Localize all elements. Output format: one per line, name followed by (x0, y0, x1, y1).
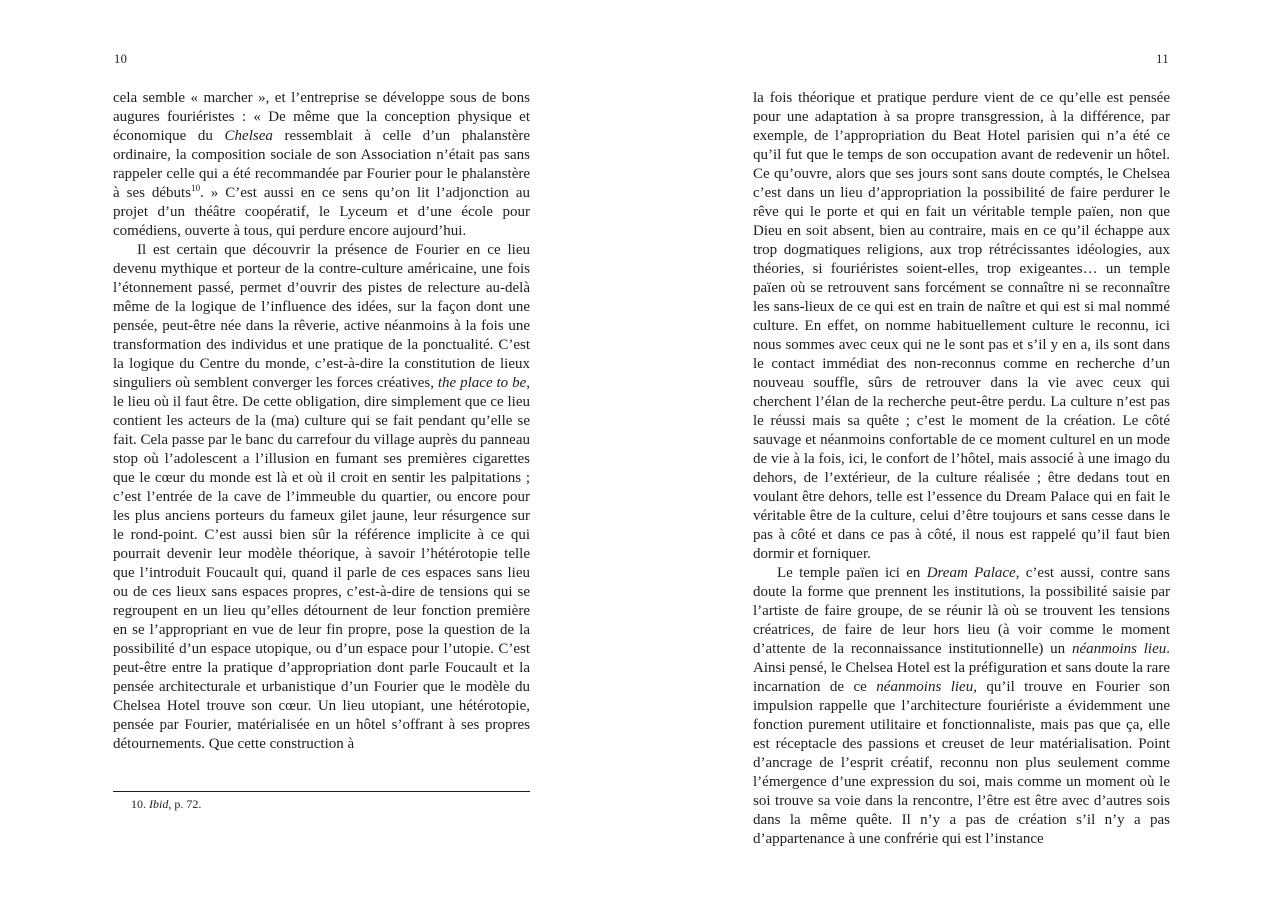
text-run: ressemblait à celle d’un phalanstère ordinaire, la composition sociale de son Association n’était pas sans rappeler celle qui a été recommandée par Fourier pour le phalanstère à ses débuts (113, 128, 531, 201)
text-run: la fois théorique et pratique perdure vient de ce qu’elle est pensée pour une adaptation à sa propre transgression, à la différence, par exemple, de l’appropriation du Beat Hotel parisien qui n’a été ce qu’il fut que le temps de son occupation avant de redevenir un hôtel. Ce qu’ouvre, alors que ses jours sont sans doute comptés, le Chelsea c’est dans un lieu d’appropriation la possibilité de faire perdurer le rêve qui le porte et qui en fait un véritable temple païen, non que Dieu en soit absent, bien au contraire, mais en ce qu’il échappe aux trop dogmatiques religions, aux trop rétrécissantes idéologies, aux théories, si fouriéristes soient-elles, trop exigeantes… un temple païen où se retrouvent sans forcément se connaître ni se reconnaître les sans-lieux de ce qui est en train de naître et qui est si mal nommé culture. En effet, on nomme habituellement culture le reconnu, ici nous sommes avec ceux qui ne le sont pas et s’il y en a, ils sont dans le contact immédiat des non-reconnus comme en recherche d’un nouveau souffle, sûrs de retrouver dans la vie avec ceux qui cherchent l’élan de la recherche peut-être perdu. La culture n’est pas le réussi mais sa quête ; c’est le moment de la création. Le côté sauvage et néanmoins confortable de ce moment culturel en un mode de vie à la fois, ici, le confort de l’hôtel, mais associé à une imago du dehors, de l’extérieur, de la culture réalisée ; être dedans tout en voulant être dehors, telle est l’essence du Dream Palace qui en fait le véritable être de la culture, celui d’être toujours et sans cesse dans le pas à côté et dans ce pas à côté, il nous est rappelé qu’il faut bien dormir et forniquer. (753, 90, 1170, 562)
paragraph (753, 89, 1170, 564)
text-run: cela semble « marcher », et l’entreprise se développe sous de bons augures fouriéristes : « De même que la conception physique et économique du (113, 90, 530, 144)
text-run: néanmoins lieu, (876, 679, 977, 695)
text-run: , c’est aussi, contre sans doute la forme que prennent les institutions, la possibilité saisie par l’artiste de faire groupe, de se réunir là où se trouvent les tensions créatrices, de faire de leur hors lieu (à voir comme le moment d’attente de la reconnaissance institutionnelle) un (753, 565, 1170, 657)
text-run: Ibid (149, 797, 169, 811)
text-run: qu’il trouve en Fourier son impulsion rappelle que l’architecture fouriériste a évidemment une fonction purement utilitaire et fonctionnaliste, mais pas que ça, elle est réceptacle des passions et creuset de leur matérialisation. Point d’ancrage de l’esprit créatif, reconnu non plus seulement comme l’émergence d’une expression du soi, mais comme un moment où le soi trouve sa voie dans la rencontre, l’être est être avec d’autres sois dans la même quête. Il n’y a pas de création s’il n’y a pas d’appartenance à une confrérie qui est l’instance (753, 679, 1170, 847)
footnote-rule (113, 791, 530, 792)
text-run: Il est certain que découvrir la présence de Fourier en ce lieu devenu mythique et porteur de la contre-culture américaine, une fois l’étonnement passé, permet d’ouvrir des pistes de relecture au-delà même de la logique de l’influence des idées, sur la façon dont une pensée, peut-être née dans la rêverie, active néanmoins à la fois une transformation des individus et une pratique de la ponctualité. C’est la logique du Centre du monde, c’est-à-dire la constitution de lieux singuliers où semblent converger les forces créatives, (113, 242, 530, 391)
footnote (113, 797, 530, 812)
text-run: the place to be (437, 375, 527, 391)
page-number-right: 11 (1156, 52, 1169, 66)
text-run: . Ainsi pensé, le Chelsea Hotel est la préfiguration et sans doute la rare incarnation de ce (753, 641, 1170, 695)
footnote-reference: 10 (191, 183, 201, 193)
text-run: Dream Palace (926, 565, 1016, 581)
text-run: Chelsea (224, 128, 273, 144)
text-run: , p. 72. (168, 797, 202, 811)
text-run: . » C’est aussi en ce sens qu’on lit l’adjonction au projet d’un théâtre coopératif, le Lyceum et d’une école pour comédiens, ouverte à tous, qui perdure encore aujourd’hui. (113, 185, 531, 239)
text-run: Le temple païen ici en (777, 565, 927, 581)
paragraph (753, 564, 1170, 849)
left-page-text-column (113, 89, 530, 754)
page-number-left: 10 (114, 52, 128, 66)
right-page-text-column (753, 89, 1170, 849)
paragraph (113, 89, 530, 241)
text-run: néanmoins lieu (1071, 641, 1167, 657)
text-run: 10. (131, 797, 149, 811)
paragraph (113, 241, 530, 754)
footnote-area (113, 791, 530, 812)
text-run: , le lieu où il faut être. De cette obligation, dire simplement que ce lieu contient les acteurs de la (ma) culture qui se fait pendant qu’elle se fait. Cela passe par le banc du carrefour du village auprès du panneau stop où l’adolescent a l’illusion en fumant ses premières cigarettes que le cœur du monde est là et où il croit en sentir les palpitations ; c’est l’entrée de la cave de l’immeuble du quartier, ou encore pour les plus anciens porteurs du fameux gilet jaune, leur résurgence sur le rond-point. C’est aussi bien sûr la référence implicite à ce qui pourrait devenir leur modèle théorique, à savoir l’hétérotopie telle que l’introduit Foucault qui, quand il parle de ces espaces sans lieu ou de ces lieux sans espaces propres, c’est-à-dire de tensions qui se regroupent en un lieu qu’elles détournent de leur fonction première en se l’appropriant en vue de leur fin propre, pose la question de la possibilité d’un espace utopique, ou d’un espace pour l’utopie. C’est peut-être entre la pratique d’appropriation dont parle Foucault et la pensée architecturale et urbanistique d’un Fourier que le modèle du Chelsea Hotel trouve son cœur. Un lieu utopiant, une hétérotopie, pensée par Fourier, matérialisée en un hôtel s’offrant à ses propres détournements. Que cette construction à (113, 375, 530, 752)
